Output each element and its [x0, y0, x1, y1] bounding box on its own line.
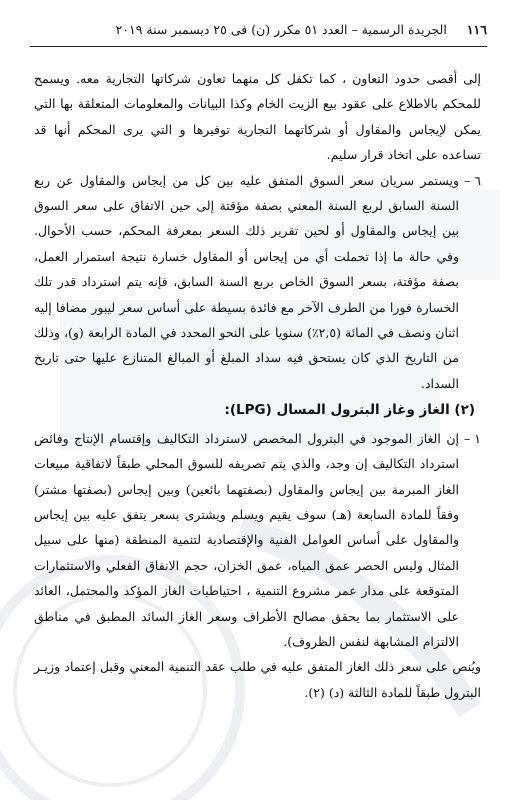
page-header: [30, 18, 487, 40]
clause-1-text: إن الغاز الموجود في البترول المخصص لاسترداد التكاليف وإقتسام الإنتاج وفائض استرداد التكاليف إن وجد، والذي يتم تصريفه للسوق المحلي طبقاً لاتفاقية مبيعات الغاز المبرمة بين إيجاس والمقاول (بصفتهما بائعين) وبين إيجاس (بصفتها مشتر) وفقاً للمادة السابعة (هـ) سوف يقيم ويسلم ويشترى بسعر يتفق عليه بين إيجاس والمقاول على أساس العوامل الفنية والإقتصادية لتنمية المنطقة (منها على سبيل المثال وليس الحصر عمق المياه، عمق الخزان، حجم الانفاق الفعلي والاستثمارات المتوقعة على مدار عمر مشروع التنمية ، احتياطيات الغاز المؤكد والمحتمل، العائد على الاستثمار بما يحقق مصالح الأطراف وسعر الغاز السائد المطبق في مناطق الالتزام المشابهة لنفس الظروف).: [34, 430, 459, 649]
clause-1: [34, 426, 481, 655]
intro-paragraph: إلى أقصى حدود التعاون ، كما تكفل كل منهما تعاون شركاتها التجارية معه. ويسمح للمحكم بالاطلاع على عقود بيع الزيت الخام وكذا البيانات والمعلومات المتعلقة بها التي يمكن لإيجاس والمقاول أو شركاتهما التجارية توفيرها و التي يرى المحكم أنها قد تساعده على اتخاذ قرار سليم.: [34, 71, 481, 163]
header-divider: [30, 46, 487, 47]
clause-1-marker: ١ –: [464, 430, 481, 446]
clause-6-text: ويستمر سريان سعر السوق المتفق عليه بين كل من إيجاس والمقاول عن ربع السنة السابق لربع السنة المعني بصفة مؤقتة إلى حين الاتفاق على سعر السوق بين إيجاس والمقاول أو لحين تقرير ذلك السعر بمعرفة المحكم، حسب الأحوال. وفي حالة ما إذا تحملت أي من إيجاس أو المقاول خسارة نتيجة استمرار العمل، بصفة مؤقتة، بسعر السوق الخاص بربع السنة السابق، فإنه يتم استرداد قدر تلك الخسارة فورا من الطرف الآخر مع فائدة بسيطة على أساس سعر ليبور مضافا إليه اثنان ونصف في المائة (٢,٥٪) سنويا على النحو المحدد في المادة الرابعة (و)، وذلك من التاريخ الذي كان يستحق فيه سداد المبلغ أو المبالغ المتنازع عليها حتى تاريخ السداد.: [34, 172, 459, 391]
gazette-title: الجريدة الرسمية – العدد ٥١ مكرر (ن) فى ٢٥ ديسمبر سنة ٢٠١٩: [115, 21, 447, 37]
clause-6-marker: ٦ –: [464, 172, 481, 188]
closing-paragraph: ويُنص على سعر ذلك الغاز المتفق عليه في طلب عقد التنمية المعني وقبل إعتماد وزيـر البترول طبقاً للمادة الثالثة (د) (٢).: [34, 659, 481, 700]
section-heading: (٢) الغاز وغاز البترول المسال (LPG):: [224, 402, 475, 419]
document-body: [34, 66, 481, 705]
page-number: ١١٦: [466, 21, 487, 37]
clause-6: [34, 168, 481, 397]
